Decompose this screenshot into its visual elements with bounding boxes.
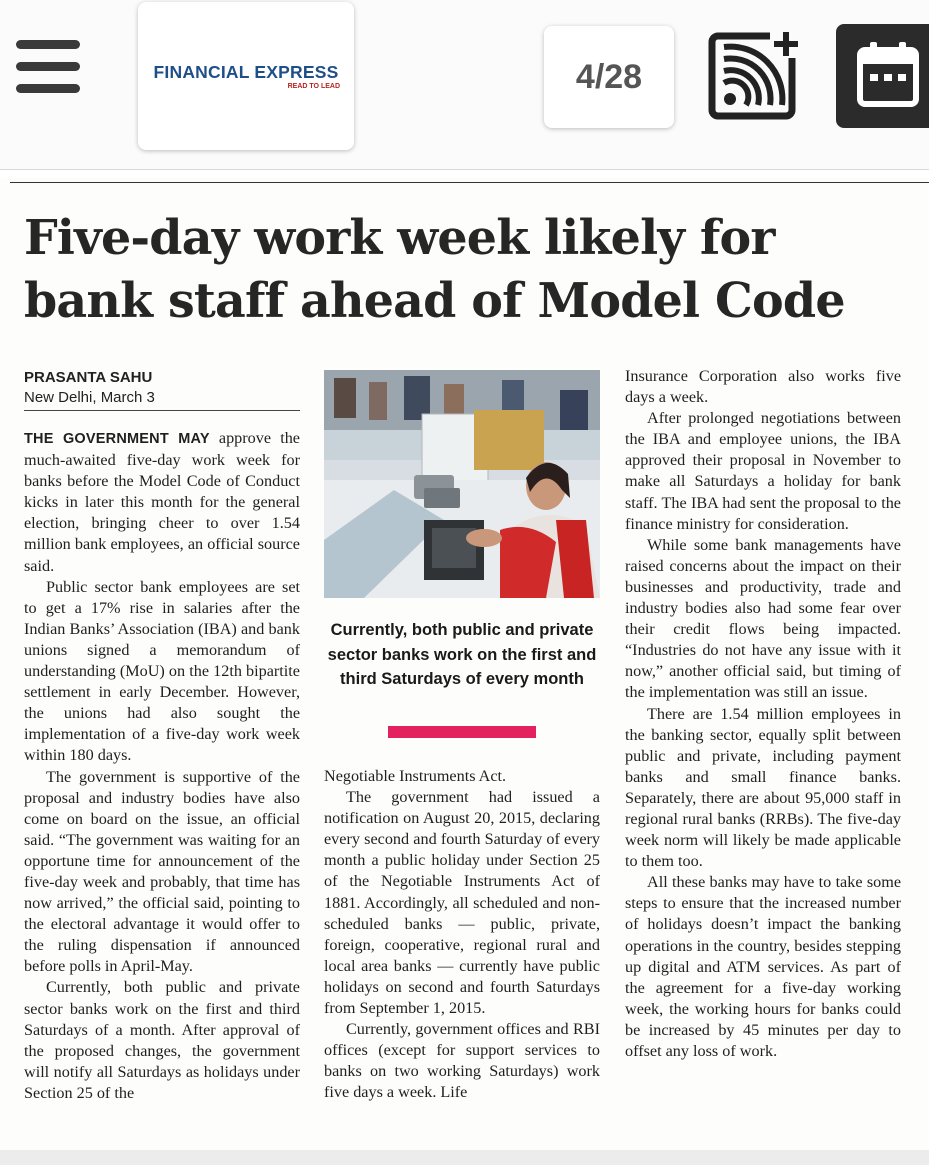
article-column-1: [24, 428, 300, 1104]
page-indicator[interactable]: 4/28: [544, 26, 674, 128]
article-column-3: [625, 366, 901, 1062]
author-byline: PRASANTA SAHU: [24, 369, 153, 386]
bank-teller-photo: [324, 370, 600, 598]
paragraph: [24, 428, 300, 577]
dateline: New Delhi, March 3: [24, 389, 155, 406]
photo-caption: Currently, both public and private sector banks work on the first and third Saturdays of every month: [327, 621, 597, 688]
page-bottom-edge: [0, 1150, 929, 1165]
paragraph: Public sector bank employees are set to get a 17% rise in salaries after the Indian Banks’ Association (IBA) and bank unions signed a memorandum of understanding (MoU) on the 12th bipartite settlement in early December. However, the unions had also sought the implementation of a five-day work week within 180 days.: [24, 577, 300, 765]
paragraph-text: approve the much-awaited five-day work week for banks before the Model Code of Conduct kicks in later this month for the general election, bringing cheer to over 1.54 million bank employees, an official source said.: [24, 429, 300, 575]
next-column-edge: [914, 200, 929, 1160]
byline-divider: [24, 410, 300, 411]
calendar-icon[interactable]: [836, 24, 929, 128]
article-headline: Five-day work week likely for bank staff ahead of Model Code: [24, 210, 845, 329]
menu-icon[interactable]: [16, 40, 82, 96]
paragraph: After prolonged negotiations between the IBA and employee unions, the IBA approved their proposal in November to make all Saturdays a holiday for bank staff. The IBA had sent the proposal to the finance ministry for consideration.: [625, 409, 901, 533]
paragraph: There are 1.54 million employees in the banking sector, equally split between public and private, including payment banks and small finance banks. Separately, there are about 95,000 staff in regional rural banks (RRBs). The five-day week norm will likely be made applicable to them too.: [625, 704, 901, 871]
paragraph: The government is supportive of the proposal and industry bodies have also come on board on the issue, an official said. “The government was waiting for an opportune time for announcement of the five-day week and probably, that time has now arrived,” the official said, pointing to the electoral advantage it would offer to the ruling dispensation if announced before polls in April-May.: [24, 767, 300, 976]
feed-add-icon[interactable]: [706, 26, 806, 122]
app-toolbar: [0, 0, 929, 170]
lead-in: THE GOVERNMENT MAY: [24, 431, 210, 447]
logo-tagline: READ TO LEAD: [287, 83, 340, 90]
paragraph: All these banks may have to take some steps to ensure that the increased number of holidays doesn’t impact the banking operations in the country, besides stepping up digital and ATM services. As part of the agreement for a five-day working week, the working hours for banks could be increased by 45 minutes per day to offset any loss of work.: [625, 873, 901, 1060]
publication-logo[interactable]: [138, 2, 354, 150]
top-rule: [10, 182, 929, 183]
paragraph: Currently, both public and private sector banks work on the first and third Saturdays of a month. After approval of the proposed changes, the government will notify all Saturdays as holidays under Section 25 of the: [24, 978, 300, 1102]
paragraph: Currently, government offices and RBI offices (except for support services to banks on two working Saturdays) work five days a week. Life: [324, 1020, 600, 1102]
paragraph: Insurance Corporation also works five days a week.: [625, 367, 901, 407]
paragraph: Negotiable Instruments Act.: [324, 767, 507, 785]
logo-name: FINANCIAL EXPRESS: [153, 62, 339, 82]
caption-accent-bar: [388, 726, 536, 738]
article-column-2: [324, 766, 600, 1104]
paragraph: While some bank managements have raised concerns about the impact on their businesses and productivity, trade and industry bodies also had some fear over their credit flows being impacted. “Industries do not have any issue with it now,” another official said, but timing of the implementation was still an issue.: [625, 535, 901, 702]
paragraph: The government had issued a notification on August 20, 2015, declaring every second and fourth Saturday of every month a public holiday under Section 25 of the Negotiable Instruments Act of 1881. Accordingly, all scheduled and non-scheduled banks — public, private, foreign, cooperative, regional rural and local area banks — currently have public holidays on second and fourth Saturdays from September 1, 2015.: [324, 788, 600, 1018]
